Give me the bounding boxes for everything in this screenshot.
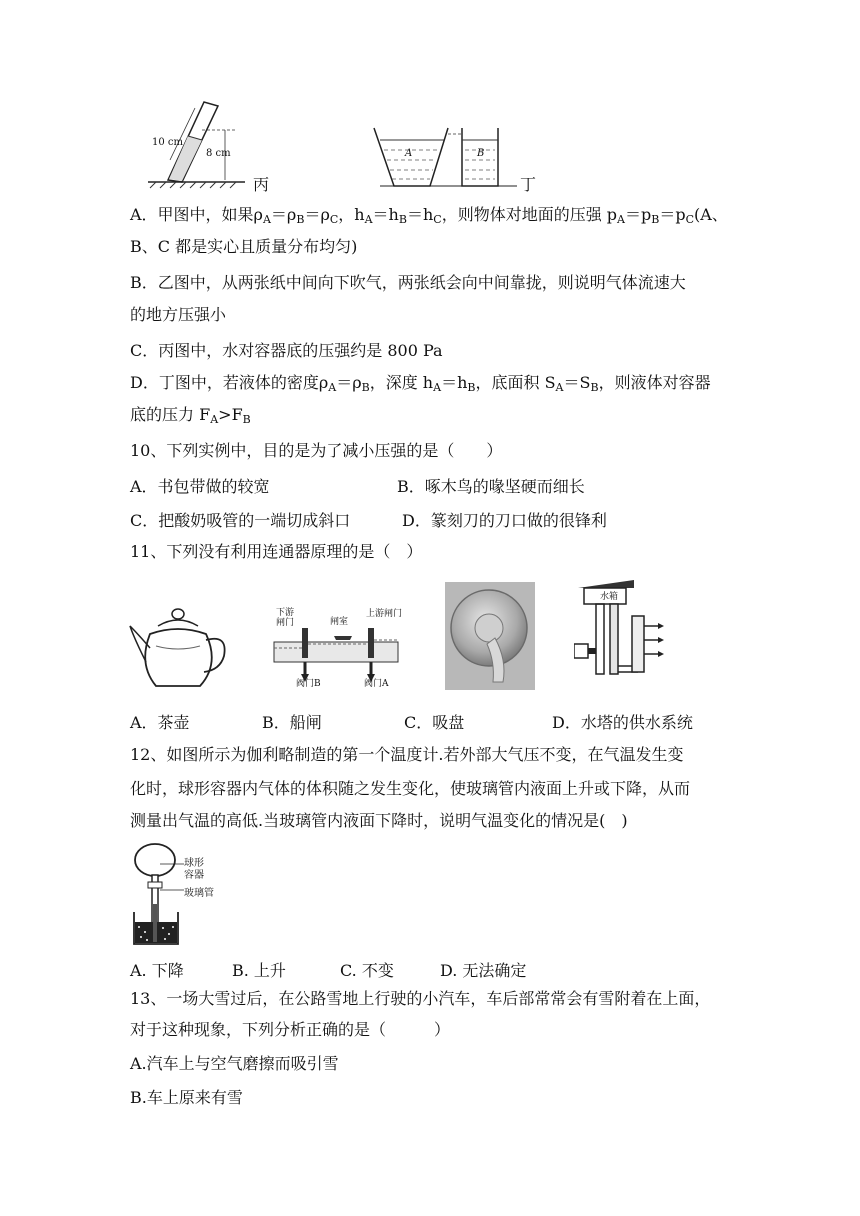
thermometer-leader-lines <box>160 858 186 894</box>
thermometer-label-1: 球形 <box>184 858 204 869</box>
suction-cup-image <box>445 582 535 690</box>
figure-bing-dim-8: 8 cm <box>206 148 231 159</box>
q12-stem-line2: 化时，球形容器内气体的体积随之发生变化，使玻璃管内液面上升或下降，从而 <box>130 779 691 798</box>
figure-ding <box>372 122 522 190</box>
q12-stem-line3: 测量出气温的高低.当玻璃管内液面下降时，说明气温变化的情况是( ) <box>130 811 628 830</box>
teapot-image <box>128 604 230 694</box>
q10-option-b: B．啄木鸟的喙坚硬而细长 <box>397 477 585 496</box>
lock-label-chamber: 闸室 <box>330 617 349 627</box>
lock-label-down-gate: 下游闸门 <box>276 608 295 628</box>
q9-option-c: C．丙图中，水对容器底的压强约是 800 Pa <box>130 341 443 360</box>
q9-option-b-line2: 的地方压强小 <box>130 305 227 324</box>
q9-option-b-line1: B．乙图中，从两张纸中间向下吹气，两张纸会向中间靠拢，则说明气体流速大 <box>130 273 686 292</box>
q9-option-d-line2: 底的压力 $F_A>F_B$ <box>130 405 251 426</box>
q12-option-a: A. 下降 <box>130 961 184 980</box>
q13-option-b: B.车上原来有雪 <box>130 1088 243 1107</box>
q11-option-b: B．船闸 <box>262 713 322 732</box>
q12-stem-line1: 12、如图所示为伽利略制造的第一个温度计.若外部大气压不变，在气温发生变 <box>130 745 684 764</box>
q12-option-b: B. 上升 <box>232 961 286 980</box>
q12-option-c: C. 不变 <box>340 961 394 980</box>
q12-option-d: D. 无法确定 <box>440 961 527 980</box>
q11-stem: 11、下列没有利用连通器原理的是（ ） <box>130 542 423 561</box>
q9-option-a-line2: B、C 都是实心且质量分布均匀) <box>130 237 358 256</box>
q9-option-a-line1: A．甲图中，如果$\rho_A=\rho_B=\rho_C$，$h_A=h_B=h_C$，则物体对地面的压强 $p_A=p_B=p_C(A$、 <box>130 205 728 226</box>
thermometer-label-2: 容器 <box>184 870 204 881</box>
thermometer-label-3: 玻璃管 <box>184 888 214 899</box>
q13-stem-line1: 13、一场大雪过后，在公路雪地上行驶的小汽车，车后部常常会有雪附着在上面， <box>130 989 711 1008</box>
q13-option-a: A.汽车上与空气磨擦而吸引雪 <box>130 1054 339 1073</box>
water-tower-image <box>574 576 694 684</box>
figure-ding-b: B <box>477 148 485 159</box>
q10-option-a: A．书包带做的较宽 <box>130 477 270 496</box>
water-tower-label: 水箱 <box>600 592 619 602</box>
q13-stem-line2: 对于这种现象，下列分析正确的是（ ） <box>130 1020 451 1039</box>
q9-option-d-line1: D．丁图中，若液体的密度$\rho_A=\rho_B$，深度 $h_A=h_B$，底面积 $S_A=S_B$，则液体对容器 <box>130 373 711 394</box>
lock-label-up-gate: 上游闸门 <box>366 609 403 619</box>
q11-option-c: C．吸盘 <box>404 713 465 732</box>
q10-option-c: C．把酸奶吸管的一端切成斜口 <box>130 511 351 530</box>
lock-label-valve-a: 阀门A <box>364 679 389 689</box>
figure-ding-a: A <box>405 148 413 159</box>
figure-bing-dim-10: 10 cm <box>152 137 183 148</box>
q10-option-d: D．篆刻刀的刀口做的很锋利 <box>402 511 607 530</box>
q11-option-d: D．水塔的供水系统 <box>552 713 693 732</box>
q10-stem: 10、下列实例中，目的是为了减小压强的是（ ） <box>130 441 503 460</box>
q11-option-a: A．茶壶 <box>130 713 190 732</box>
lock-label-valve-b: 阀门B <box>296 679 321 689</box>
figure-ding-label: 丁 <box>520 175 537 194</box>
figure-bing-label: 丙 <box>253 175 270 194</box>
